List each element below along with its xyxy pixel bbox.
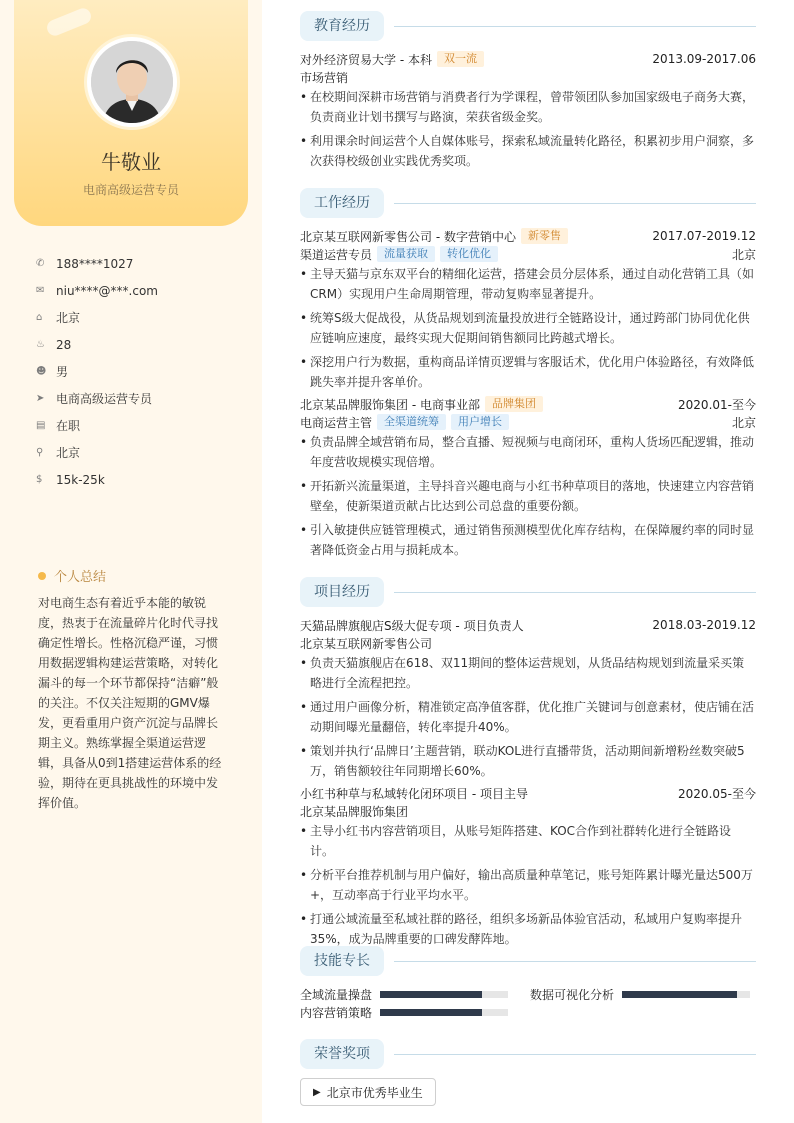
contact-value: 15k-25k [56, 472, 105, 487]
entry-subheader [300, 413, 756, 431]
school-name: 对外经济贸易大学 - 本科 [300, 52, 432, 67]
skill-item [530, 986, 750, 1003]
contact-email [36, 277, 246, 304]
phone-icon: ✆ [36, 258, 45, 269]
major: 市场营销 [300, 70, 349, 85]
contact-value: 男 [56, 365, 69, 379]
gender-icon: ☻ [36, 366, 47, 377]
list-item: • 分析平台推荐机制与用户偏好，输出高质量种草笔记，账号矩阵累计曝光量达500万+，互动率高于行业平均水平。 [300, 865, 756, 905]
contact-value: 电商高级运营专员 [56, 392, 153, 406]
section-projects [300, 577, 756, 607]
skill-name: 内容营销策略 [300, 1006, 373, 1020]
bullet-list [300, 87, 756, 171]
summary-text: 对电商生态有着近乎本能的敏锐度，热衷于在流量碎片化时代寻找确定性增长。性格沉稳严谨，习惯用数据逻辑构建运营策略，对转化漏斗的每一个环节都保持“洁癖”般的关注。不仅关注短期的GMV爆发，更看重用户资产沉淀与品牌长期主义。熟练掌握全渠道运营逻辑，具备从0到1搭建运营体系的经验，期待在更具挑战性的环境中发挥价值。 [38, 596, 222, 810]
skill-bar [380, 1009, 508, 1016]
play-icon: ▶ [313, 1086, 321, 1098]
contact-salary [36, 466, 246, 493]
skill-bar [622, 991, 750, 998]
award-badge [300, 1078, 436, 1106]
send-icon: ➤ [36, 393, 45, 404]
skill-fill [380, 1009, 482, 1016]
project-org: 北京某互联网新零售公司 [300, 636, 433, 651]
skill-tag: 流量获取 [377, 246, 435, 262]
skill-tag: 用户增长 [451, 414, 509, 430]
project-org: 北京某品牌服饰集团 [300, 804, 409, 819]
skill-tag: 转化优化 [440, 246, 498, 262]
entry-header [300, 50, 756, 68]
work-entry [300, 227, 756, 396]
company-tag: 新零售 [521, 228, 568, 244]
entry-date: 2020.05-至今 [678, 786, 756, 801]
entry-header [300, 395, 756, 413]
contact-gender [36, 358, 246, 385]
bullet-list [300, 264, 756, 392]
skill-tag: 全渠道统筹 [377, 414, 446, 430]
section-education [300, 11, 756, 41]
position: 电商运营主管 [300, 415, 373, 430]
bullet-list [300, 653, 756, 781]
contact-age [36, 331, 246, 358]
decorative-pill [45, 6, 94, 38]
contact-value: 在职 [56, 419, 81, 433]
school-tag: 双一流 [437, 51, 484, 67]
sidebar [0, 0, 262, 1123]
company-name: 北京某互联网新零售公司 - 数字营销中心 [300, 229, 516, 244]
skill-item [300, 1004, 508, 1021]
divider [394, 961, 756, 962]
entry-subheader [300, 68, 756, 86]
list-item: • 利用课余时间运营个人自媒体账号，探索私域流量转化路径，积累初步用户洞察，多次获得校级创业实践优秀奖项。 [300, 131, 756, 171]
contact-value: 188****1027 [56, 256, 134, 271]
section-title: 工作经历 [300, 188, 384, 218]
entry-date: 2013.09-2017.06 [652, 52, 756, 66]
work-entry [300, 395, 756, 564]
project-name: 天猫品牌旗舰店S级大促专项 - 项目负责人 [300, 618, 524, 633]
section-awards [300, 1039, 756, 1069]
avatar [84, 34, 180, 130]
entry-date: 2018.03-2019.12 [652, 618, 756, 632]
company-tag: 品牌集团 [485, 396, 543, 412]
section-title: 项目经历 [300, 577, 384, 607]
contact-target-position [36, 385, 246, 412]
bullet-list [300, 821, 756, 949]
project-entry [300, 784, 756, 953]
mail-icon: ✉ [36, 285, 45, 296]
contact-value: niu****@***.com [56, 283, 158, 298]
avatar-photo [91, 41, 173, 123]
contact-value: 28 [56, 337, 72, 352]
skill-fill [622, 991, 737, 998]
divider [394, 26, 756, 27]
list-item: • 策划并执行‘品牌日’主题营销，联动KOL进行直播带货，活动期间新增粉丝数突破5万，销售额较往年同期增长60%。 [300, 741, 756, 781]
section-work [300, 188, 756, 218]
list-item: • 负责品牌全域营销布局，整合直播、短视频与电商闭环，重构人货场匹配逻辑，推动年度营收规模实现倍增。 [300, 432, 756, 472]
skill-bar [380, 991, 508, 998]
list-item: • 统筹S级大促战役，从货品规划到流量投放进行全链路设计，通过跨部门协同优化供应链响应速度，最终实现大促期间销售额同比跨越式增长。 [300, 308, 756, 348]
summary-heading: 个人总结 [38, 566, 106, 585]
list-item: • 通过用户画像分析，精准锁定高净值客群，优化推广关键词与创意素材，使店铺在活动期间曝光量翻倍，转化率提升40%。 [300, 697, 756, 737]
contact-value: 北京 [56, 311, 81, 325]
location-icon: ⚲ [36, 447, 44, 458]
divider [394, 592, 756, 593]
contact-location [36, 439, 246, 466]
entry-city: 北京 [731, 247, 756, 262]
list-item: • 主导天猫与京东双平台的精细化运营，搭建会员分层体系，通过自动化营销工具（如CRM）实现用户生命周期管理，带动复购率显著提升。 [300, 264, 756, 304]
section-title: 教育经历 [300, 11, 384, 41]
skill-name: 全域流量操盘 [300, 988, 373, 1002]
entry-subheader [300, 634, 756, 652]
section-title: 技能专长 [300, 946, 384, 976]
section-skills [300, 946, 756, 976]
skill-fill [380, 991, 482, 998]
entry-header [300, 616, 756, 634]
company-name: 北京某品牌服饰集团 - 电商事业部 [300, 397, 480, 412]
contact-status [36, 412, 246, 439]
salary-icon: $ [36, 474, 43, 485]
position: 渠道运营专员 [300, 247, 373, 262]
bullet-list [300, 432, 756, 560]
home-icon: ⌂ [36, 312, 43, 323]
section-title: 荣誉奖项 [300, 1039, 384, 1069]
skill-item [300, 986, 508, 1003]
entry-date: 2020.01-至今 [678, 397, 756, 412]
contact-phone [36, 250, 246, 277]
contact-list [36, 250, 246, 493]
list-item: • 主导小红书内容营销项目，从账号矩阵搭建、KOC合作到社群转化进行全链路设计。 [300, 821, 756, 861]
entry-city: 北京 [731, 415, 756, 430]
dot-icon [38, 572, 46, 580]
briefcase-icon: ▤ [36, 420, 46, 431]
award-name: 北京市优秀毕业生 [326, 1085, 423, 1100]
profile-name: 牛敬业 [101, 150, 161, 174]
entry-subheader [300, 802, 756, 820]
list-item: • 引入敏捷供应链管理模式，通过销售预测模型优化库存结构，在保障履约率的同时显著降低资金占用与损耗成本。 [300, 520, 756, 560]
cake-icon: ♨ [36, 339, 45, 350]
list-item: • 负责天猫旗舰店在618、双11期间的整体运营规划，从货品结构规划到流量采买策略进行全流程把控。 [300, 653, 756, 693]
education-entry [300, 50, 756, 175]
contact-home [36, 304, 246, 331]
entry-date: 2017.07-2019.12 [652, 229, 756, 243]
project-entry [300, 616, 756, 785]
divider [394, 1054, 756, 1055]
list-item: • 在校期间深耕市场营销与消费者行为学课程，曾带领团队参加国家级电子商务大赛，负责商业计划书撰写与路演，荣获省级金奖。 [300, 87, 756, 127]
entry-subheader [300, 245, 756, 263]
divider [394, 203, 756, 204]
list-item: • 打通公域流量至私域社群的路径，组织多场新品体验官活动，私域用户复购率提升35%，成为品牌重要的口碑发酵阵地。 [300, 909, 756, 949]
entry-header [300, 784, 756, 802]
list-item: • 开拓新兴流量渠道，主导抖音兴趣电商与小红书种草项目的落地，快速建立内容营销壁垒，使新渠道贡献占比达到公司总盘的重要份额。 [300, 476, 756, 516]
entry-header [300, 227, 756, 245]
skill-name: 数据可视化分析 [530, 988, 615, 1002]
contact-value: 北京 [56, 446, 81, 460]
project-name: 小红书种草与私域转化闭环项目 - 项目主导 [300, 786, 528, 801]
profile-title: 电商高级运营专员 [82, 183, 179, 197]
list-item: • 深挖用户行为数据，重构商品详情页逻辑与客服话术，优化用户体验路径，有效降低跳失率并提升客单价。 [300, 352, 756, 392]
